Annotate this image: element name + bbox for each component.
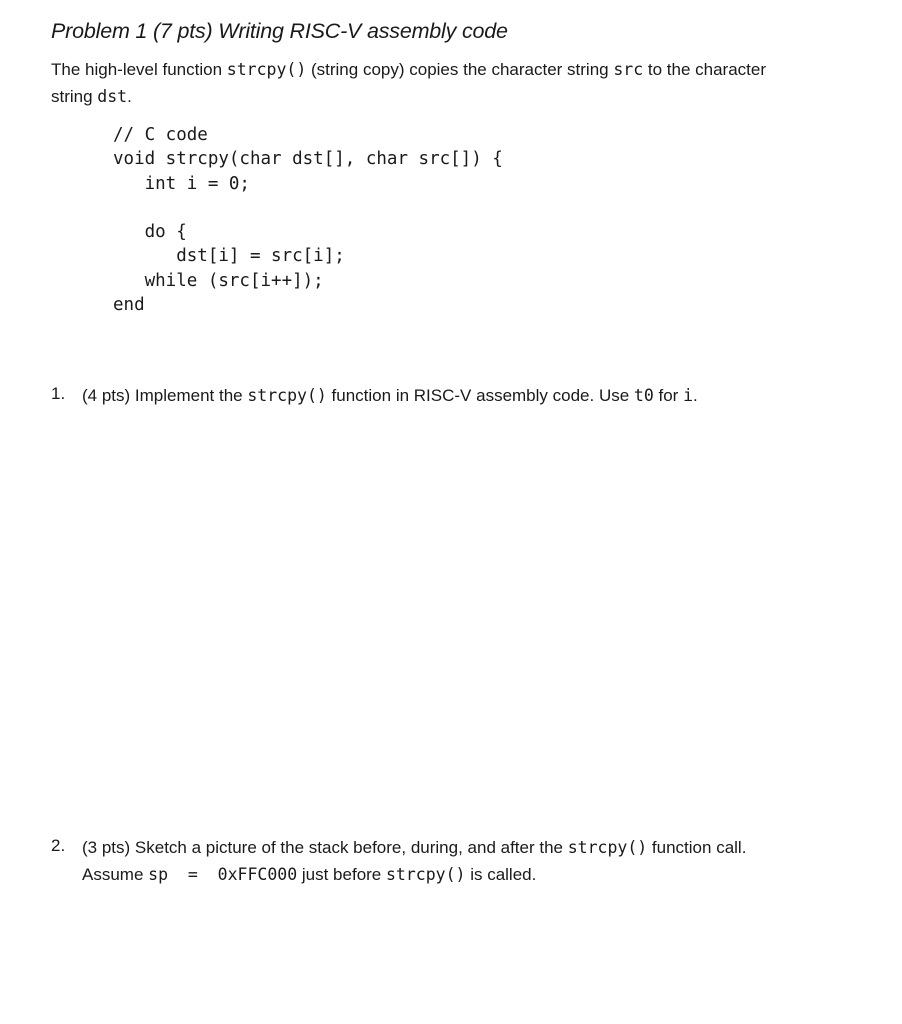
- question-text: .: [693, 386, 698, 405]
- inline-code: src: [613, 60, 644, 79]
- inline-code: i: [683, 386, 694, 405]
- code-line: do {: [113, 222, 187, 243]
- question-1-number: 1.: [51, 384, 66, 403]
- question-text: (3 pts) Sketch a picture of the stack before, during, and after the: [82, 838, 568, 857]
- code-line: int i = 0;: [113, 173, 250, 194]
- problem-title: Problem 1 (7 pts) Writing RISC-V assembly code: [51, 19, 508, 43]
- question-2-number: 2.: [51, 836, 66, 855]
- code-line: void strcpy(char dst[], char src[]) {: [113, 149, 503, 170]
- intro-text: to the character: [643, 60, 766, 79]
- question-2-line-1: [82, 834, 746, 861]
- inline-code: strcpy(): [247, 386, 327, 405]
- intro-text: (string copy) copies the character string: [306, 60, 614, 79]
- intro-line-1: [51, 56, 766, 83]
- code-line: dst[i] = src[i];: [113, 246, 345, 267]
- intro-text: string: [51, 87, 98, 106]
- question-text: function in RISC-V assembly code. Use: [326, 386, 634, 405]
- question-1-text: [82, 382, 698, 409]
- question-text: for: [653, 386, 684, 405]
- question-text: just before: [297, 865, 386, 884]
- question-text: Assume: [82, 865, 149, 884]
- question-text: is called.: [465, 865, 537, 884]
- inline-code: sp = 0xFFC000: [148, 865, 298, 884]
- inline-code: strcpy(): [226, 60, 307, 79]
- question-text: function call.: [647, 838, 747, 857]
- c-code-block: [113, 123, 503, 317]
- question-2-line-2: [82, 861, 536, 888]
- intro-text: .: [127, 87, 132, 106]
- code-line: // C code: [113, 125, 208, 145]
- inline-code: dst: [97, 87, 128, 106]
- inline-code: strcpy(): [567, 838, 648, 857]
- question-text: (4 pts) Implement the: [82, 386, 248, 405]
- intro-line-2: [51, 83, 132, 110]
- code-line: end: [113, 295, 145, 316]
- code-line: while (src[i++]);: [113, 270, 324, 291]
- inline-code: t0: [633, 386, 654, 405]
- inline-code: strcpy(): [385, 865, 466, 884]
- code-line: [113, 196, 503, 220]
- intro-text: The high-level function: [51, 60, 227, 79]
